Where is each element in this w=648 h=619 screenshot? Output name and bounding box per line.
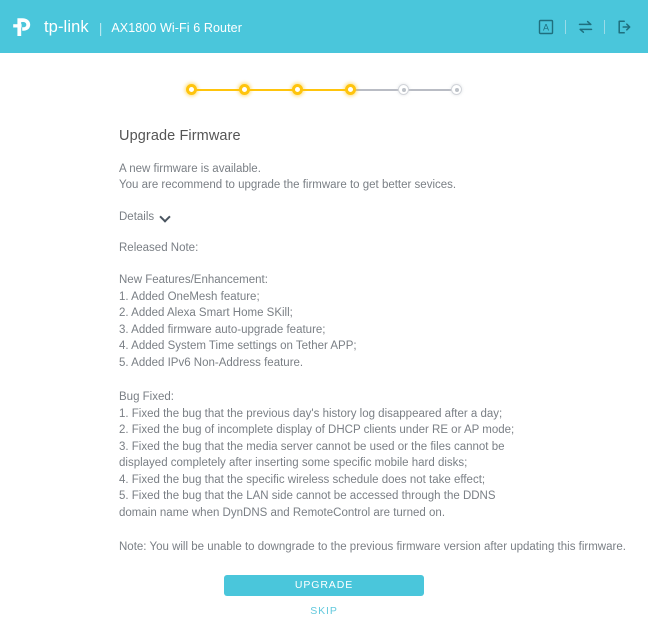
brand-name: tp-link [44,18,89,37]
new-features-block [119,272,648,371]
transfer-icon[interactable] [575,17,595,37]
router-model-label: AX1800 Wi-Fi 6 Router [111,20,242,35]
upgrade-button[interactable]: UPGRADE [224,575,424,596]
firmware-panel [0,128,648,555]
tp-link-logo-icon [12,12,42,42]
bug-fixed-heading: Bug Fixed: [119,391,174,403]
chevron-down-icon [161,212,171,222]
skip-link[interactable]: SKIP [310,605,338,617]
setup-progress-stepper [0,53,648,95]
released-note-label: Released Note: [119,242,199,254]
stepper-connector-4 [355,89,399,91]
stepper-dot-3[interactable] [292,84,303,95]
stepper-connector-3 [302,89,346,91]
header-divider-2 [604,20,605,34]
lead-line-1: A new firmware is available. [119,163,261,175]
bug-fixed-block [119,389,648,521]
stepper-dot-6[interactable] [451,84,462,95]
bug-fix-item: 3. Fixed the bug that the media server cannot be used or the files cannot be displayed completely after inserting some specific mobile hard disks; [119,440,505,469]
downgrade-note: Note: You will be unable to downgrade to the previous firmware version after updating this firmware. [119,541,626,553]
stepper-connector-5 [408,89,452,91]
brand-separator: | [98,19,103,36]
header-actions [536,17,634,37]
lead-text [119,161,648,193]
footer-actions [0,575,648,619]
bug-fix-item: 2. Fixed the bug of incomplete display of DHCP clients under RE or AP mode; [119,424,515,436]
stepper-dot-2[interactable] [239,84,250,95]
logout-icon[interactable] [614,17,634,37]
app-header [0,0,648,53]
stepper-connector-1 [196,89,240,91]
new-features-heading: New Features/Enhancement: [119,274,268,286]
header-divider-1 [565,20,566,34]
stepper-dot-5[interactable] [398,84,409,95]
new-feature-item: 1. Added OneMesh feature; [119,290,260,303]
lead-line-2: You are recommend to upgrade the firmware to get better sevices. [119,179,457,191]
bug-fixed-list [119,406,648,522]
new-feature-item: 4. Added System Time settings on Tether APP; [119,340,357,352]
details-label: Details [119,211,155,223]
stepper-connector-2 [249,89,293,91]
details-toggle[interactable] [119,211,171,223]
bug-fix-item: 5. Fixed the bug that the LAN side cannot be accessed through the DDNS domain name when DynDNS and RemoteControl are turned on. [119,490,496,519]
page-content [0,53,648,619]
page-title: Upgrade Firmware [119,128,241,144]
new-feature-item: 5. Added IPv6 Non-Address feature. [119,356,304,369]
stepper-dot-1[interactable] [186,84,197,95]
stepper-dot-4[interactable] [345,84,356,95]
svg-text:A: A [542,22,550,33]
bug-fix-item: 4. Fixed the bug that the specific wireless schedule does not take effect; [119,473,486,486]
new-features-list [119,289,648,372]
bug-fix-item: 1. Fixed the bug that the previous day's history log disappeared after a day; [119,407,503,420]
language-icon[interactable] [536,17,556,37]
new-feature-item: 2. Added Alexa Smart Home SKill; [119,307,293,319]
brand [12,12,242,42]
new-feature-item: 3. Added firmware auto-upgrade feature; [119,323,326,336]
